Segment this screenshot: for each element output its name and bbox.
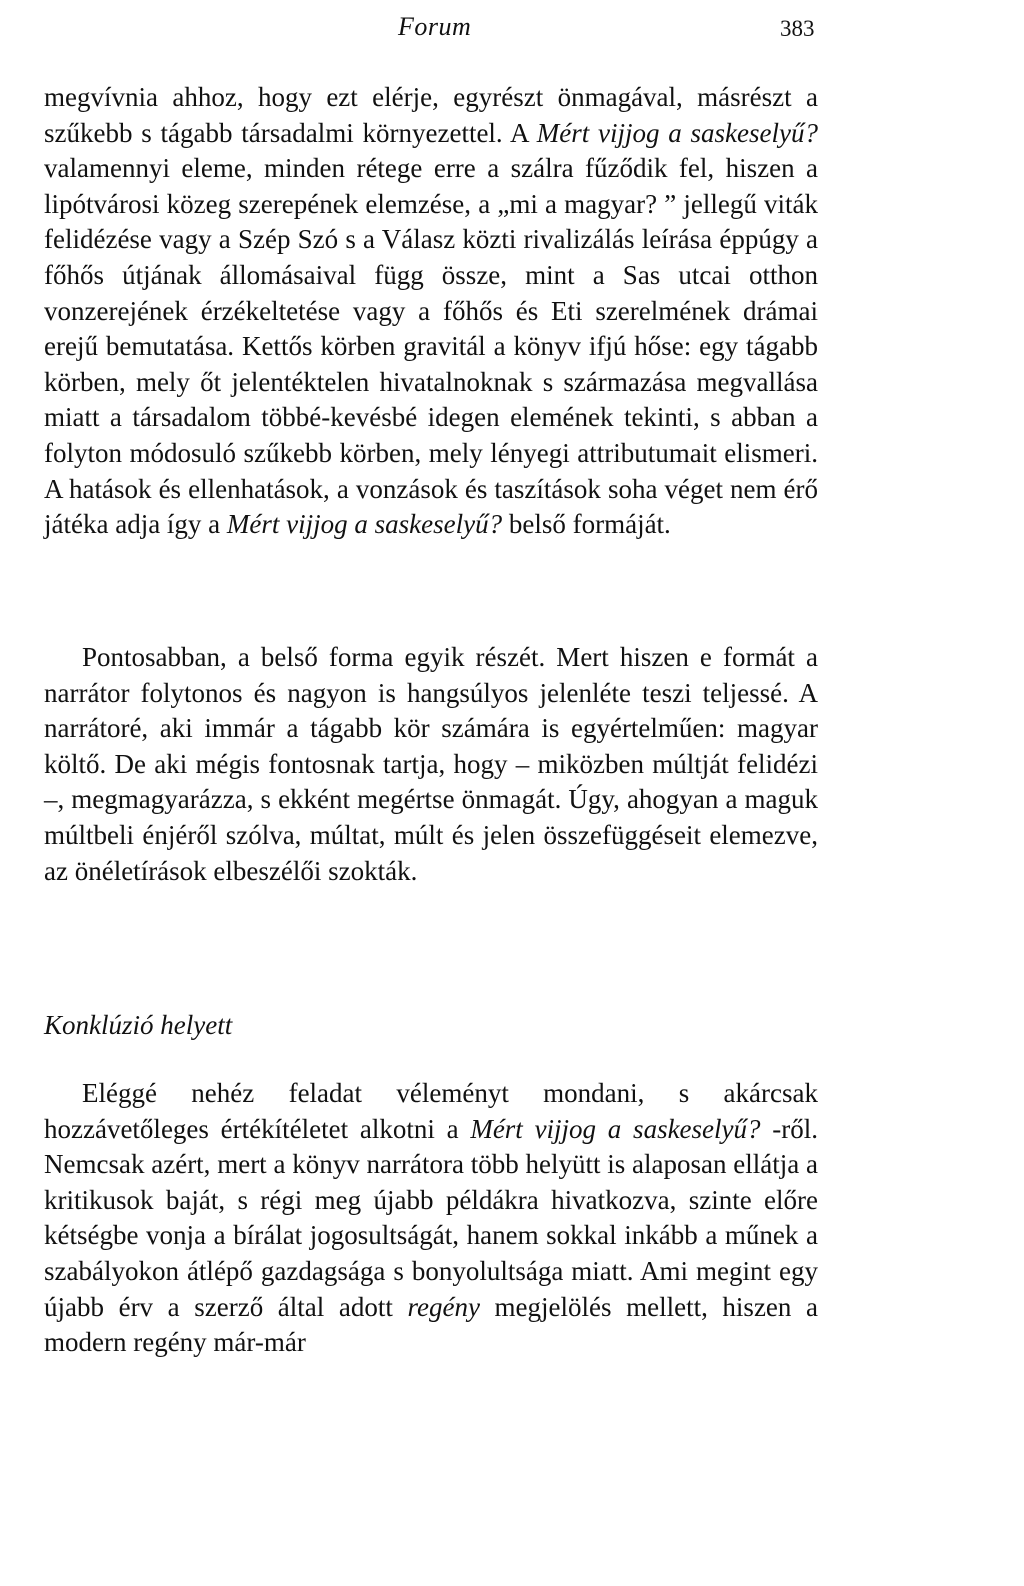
text-segment: belső formáját.	[502, 509, 671, 540]
paragraph-3	[44, 1076, 818, 1361]
paragraph-2	[44, 640, 818, 889]
running-head	[0, 12, 1024, 52]
paragraph-1	[44, 80, 818, 543]
book-title-italic: Mért vijjog a saskeselyű?	[536, 117, 818, 148]
paragraph-text	[44, 1076, 818, 1361]
text-segment: megjelölés mellett, hiszen a modern regény már-már	[44, 1291, 818, 1358]
book-title-italic: Mért vijjog a saskeselyű?	[226, 509, 503, 540]
text-segment: megvívnia ahhoz, hogy ezt elérje, egyrészt önmagával, másrészt a szűkebb s tágabb társadalmi környezettel. A	[44, 82, 818, 148]
journal-title: Forum	[398, 12, 472, 41]
paragraph-text	[44, 80, 818, 543]
book-title-italic: Mért vijjog a saskeselyű?	[470, 1113, 761, 1144]
section-heading: Konklúzió helyett	[44, 1010, 233, 1040]
paragraph-text	[44, 640, 818, 889]
text-segment: valamennyi eleme, minden rétege erre a szálra fűződik fel, hiszen a lipótvárosi közeg szerepének elemzése, a „mi a magyar? ” jellegű viták felidézése vagy a Szép Szó s a Válasz közti rivalizálás leírása éppúgy a főhős útjának állomásaival függ össze, mint a Sas utcai otthon vonzerejének érzékeltetése vagy a főhős és Eti szerelmének drámai erejű bemutatása. Kettős körben gravitál a könyv ifjú hőse: egy tágabb körben, mely őt jelentéktelen hivatalnoknak s származása megvallása miatt a társadalom többé-kevésbé idegen elemének tekinti, s abban a folyton módosuló szűkebb körben, mely lényegi attributumait elismeri. A hatások és ellenhatások, a vonzások és taszítások soha véget nem érő játéka adja így a	[44, 153, 818, 540]
text-segment: -ről. Nemcsak azért, mert a könyv narrátora több helyütt is alaposan ellátja a kritikusok baját, s régi meg újabb példákra hivatkozva, szinte előre kétségbe vonja a bírálat jogosultságát, hanem sokkal inkább a műnek a szabályokon átlépő gazdagsága s bonyolultsága miatt. Ami megint egy újabb érv a szerző által adott	[44, 1113, 819, 1322]
text-segment: Eléggé nehéz feladat véleményt mondani, s akárcsak hozzávetőleges értékítéletet alkotni a	[44, 1078, 818, 1144]
emphasis-italic: regény	[407, 1291, 480, 1322]
page-number: 383	[780, 16, 815, 41]
text-segment: Pontosabban, a belső forma egyik részét. Mert hiszen e formát a narrátor folytonos és nagyon is hangsúlyos jelenléte teszi teljessé. A narrátoré, aki immár a tágabb kör számára is egyértelműen: magyar költő. De aki mégis fontosnak tartja, hogy – miközben múltját felidézi –, megmagyarázza, s ekként megértse önmagát. Úgy, ahogyan a maguk múltbeli énjéről szólva, múltat, múlt és jelen összefüggéseit elemezve, az önéletírások elbeszélői szokták.	[44, 642, 818, 886]
